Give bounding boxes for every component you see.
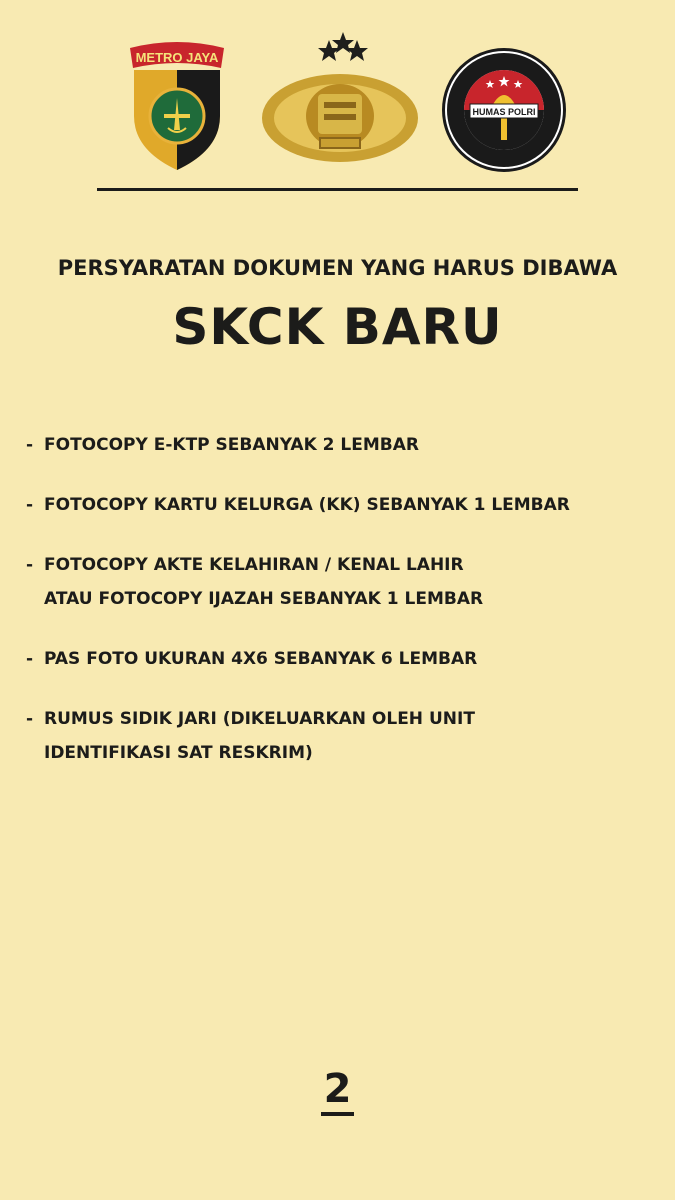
metro-jaya-logo	[124, 38, 230, 172]
requirement-item: - FOTOCOPY E-KTP SEBANYAK 2 LEMBAR	[26, 428, 666, 462]
logo-row	[0, 0, 675, 180]
header-divider	[97, 188, 578, 191]
polri-emblem	[256, 28, 424, 168]
requirement-item: - FOTOCOPY AKTE KELAHIRAN / KENAL LAHIR ATAU FOTOCOPY IJAZAH SEBANYAK 1 LEMBAR	[26, 548, 666, 616]
requirement-text: FOTOCOPY E-KTP SEBANYAK 2 LEMBAR	[44, 435, 419, 455]
page-number	[0, 1066, 675, 1112]
humas-polri-logo	[440, 46, 568, 174]
requirement-item: - RUMUS SIDIK JARI (DIKELUARKAN OLEH UNIT IDENTIFIKASI SAT RESKRIM)	[26, 702, 666, 770]
requirement-text: PAS FOTO UKURAN 4X6 SEBANYAK 6 LEMBAR	[44, 649, 478, 669]
requirement-text: FOTOCOPY KARTU KELURGA (KK) SEBANYAK 1 LEMBAR	[44, 495, 570, 515]
requirement-item: - FOTOCOPY KARTU KELURGA (KK) SEBANYAK 1 LEMBAR	[26, 488, 666, 522]
document-subtitle: PERSYARATAN DOKUMEN YANG HARUS DIBAWA	[57, 256, 618, 280]
document-title: SKCK BARU	[172, 298, 503, 356]
metro-jaya-text: METRO JAYA	[135, 50, 219, 65]
requirement-text: RUMUS SIDIK JARI (DIKELUARKAN OLEH UNIT IDENTIFIKASI SAT RESKRIM)	[44, 709, 475, 763]
humas-polri-text: HUMAS POLRI	[472, 107, 536, 117]
requirements-list	[26, 428, 666, 770]
requirement-item: - PAS FOTO UKURAN 4X6 SEBANYAK 6 LEMBAR	[26, 642, 666, 676]
page-number-text: 2	[321, 1066, 355, 1116]
requirement-text: FOTOCOPY AKTE KELAHIRAN / KENAL LAHIR ATAU FOTOCOPY IJAZAH SEBANYAK 1 LEMBAR	[44, 555, 484, 609]
